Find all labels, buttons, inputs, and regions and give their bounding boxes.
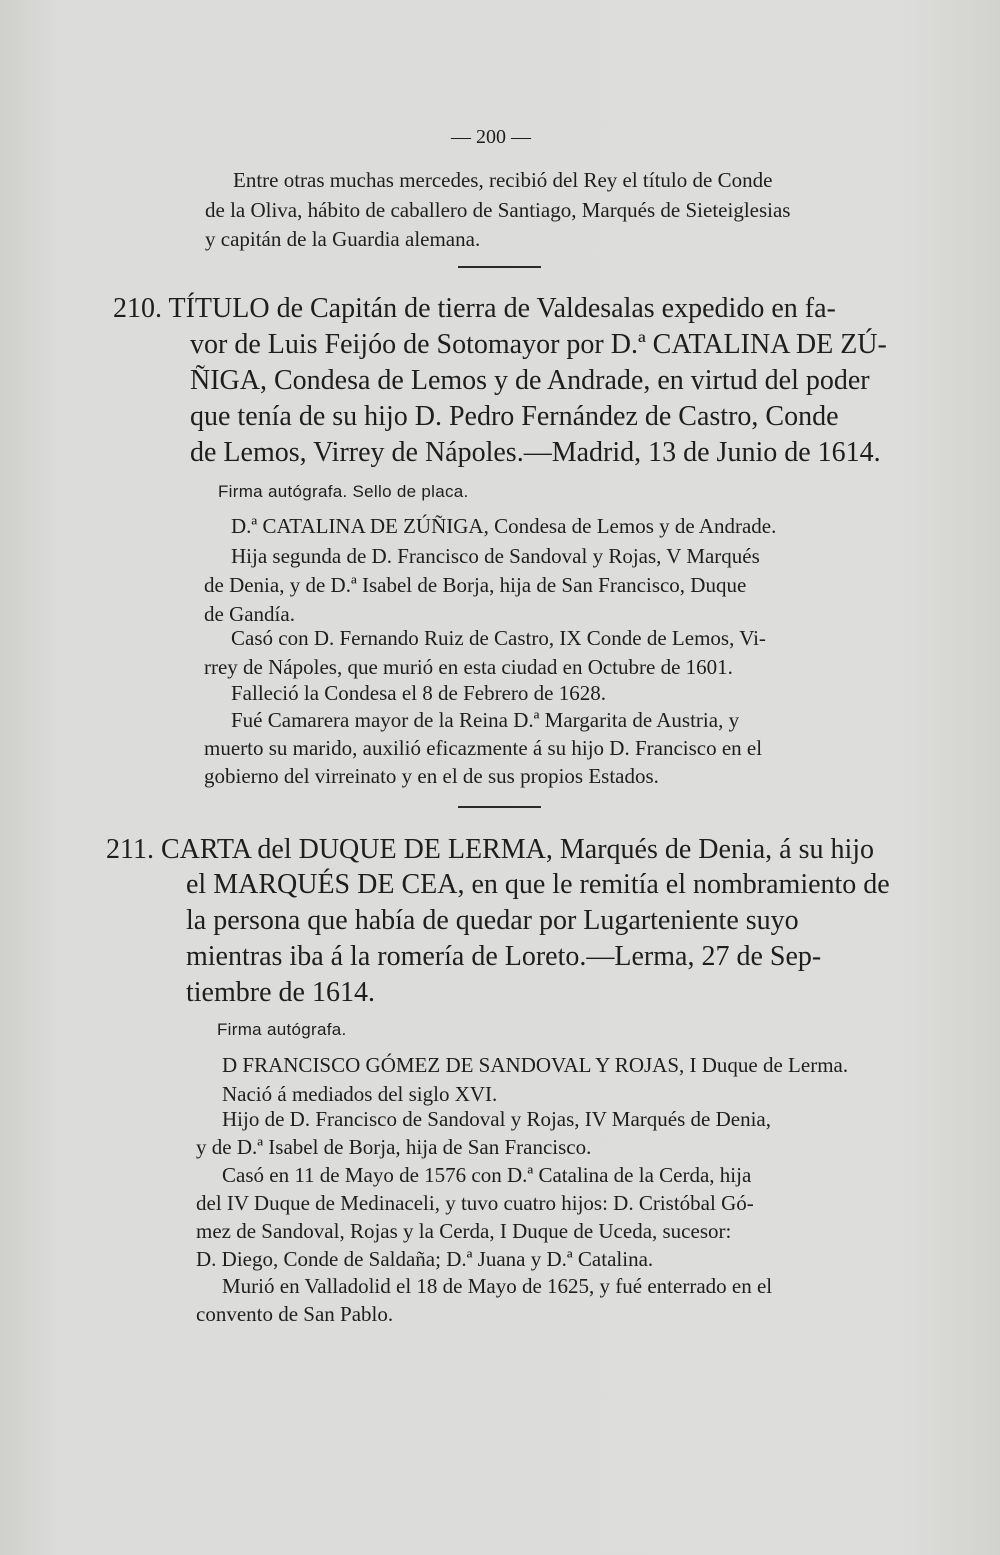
intro-line: de la Oliva, hábito de caballero de Santiago, Marqués de Sieteiglesias	[205, 198, 791, 222]
bio-line: Casó con D. Fernando Ruiz de Castro, IX Conde de Lemos, Vi-	[231, 626, 766, 650]
entry-heading-line: 210. TÍTULO de Capitán de tierra de Valdesalas expedido en fa-	[113, 293, 836, 324]
bio-line: Fué Camarera mayor de la Reina D.ª Margarita de Austria, y	[231, 708, 740, 732]
section-divider	[458, 266, 541, 268]
entry-heading-line: 211. CARTA del DUQUE DE LERMA, Marqués de Denia, á su hijo	[106, 834, 875, 865]
bio-line: muerto su marido, auxilió eficazmente á su hijo D. Francisco en el	[204, 736, 763, 760]
entry-heading-line: tiembre de 1614.	[186, 977, 375, 1008]
bio-line: Murió en Valladolid el 18 de Mayo de 1625, y fué enterrado en el	[222, 1274, 773, 1298]
entry-heading-line: mientras iba á la romería de Loreto.—Lerma, 27 de Sep-	[186, 941, 822, 972]
entry-note: Firma autógrafa.	[217, 1020, 347, 1039]
page-number: — 200 —	[451, 126, 531, 148]
entry-heading-line: vor de Luis Feijóo de Sotomayor por D.ª CATALINA DE ZÚ-	[190, 329, 887, 360]
entry-heading-line: la persona que había de quedar por Lugarteniente suyo	[186, 905, 799, 936]
entry-heading-line: de Lemos, Virrey de Nápoles.—Madrid, 13 de Junio de 1614.	[190, 437, 881, 468]
bio-line: convento de San Pablo.	[196, 1302, 394, 1326]
bio-line: D.ª CATALINA DE ZÚÑIGA, Condesa de Lemos y de Andrade.	[231, 514, 777, 538]
section-divider	[458, 806, 541, 808]
bio-line: Falleció la Condesa el 8 de Febrero de 1628.	[231, 681, 606, 705]
bio-line: del IV Duque de Medinaceli, y tuvo cuatro hijos: D. Cristóbal Gó-	[196, 1191, 754, 1215]
entry-heading-line: el MARQUÉS DE CEA, en que le remitía el nombramiento de	[186, 869, 890, 900]
entry-heading-line: ÑIGA, Condesa de Lemos y de Andrade, en virtud del poder	[190, 365, 870, 396]
bio-line: mez de Sandoval, Rojas y la Cerda, I Duque de Uceda, sucesor:	[196, 1219, 732, 1243]
bio-line: Nació á mediados del siglo XVI.	[222, 1082, 498, 1106]
entry-heading-line: que tenía de su hijo D. Pedro Fernández de Castro, Conde	[190, 401, 839, 432]
bio-line: de Denia, y de D.ª Isabel de Borja, hija de San Francisco, Duque	[204, 573, 747, 597]
bio-line: D FRANCISCO GÓMEZ DE SANDOVAL Y ROJAS, I Duque de Lerma.	[222, 1053, 849, 1077]
bio-line: rrey de Nápoles, que murió en esta ciudad en Octubre de 1601.	[204, 655, 733, 679]
bio-line: y de D.ª Isabel de Borja, hija de San Francisco.	[196, 1135, 592, 1159]
entry-note: Firma autógrafa. Sello de placa.	[218, 482, 469, 501]
intro-line: y capitán de la Guardia alemana.	[205, 227, 481, 251]
bio-line: Casó en 11 de Mayo de 1576 con D.ª Catalina de la Cerda, hija	[222, 1163, 752, 1187]
bio-line: D. Diego, Conde de Saldaña; D.ª Juana y D.ª Catalina.	[196, 1247, 654, 1271]
bio-line: Hijo de D. Francisco de Sandoval y Rojas, IV Marqués de Denia,	[222, 1107, 771, 1131]
bio-line: de Gandía.	[204, 602, 295, 626]
bio-line: Hija segunda de D. Francisco de Sandoval y Rojas, V Marqués	[231, 544, 760, 568]
intro-line: Entre otras muchas mercedes, recibió del Rey el título de Conde	[233, 168, 773, 192]
bio-line: gobierno del virreinato y en el de sus propios Estados.	[204, 764, 659, 788]
